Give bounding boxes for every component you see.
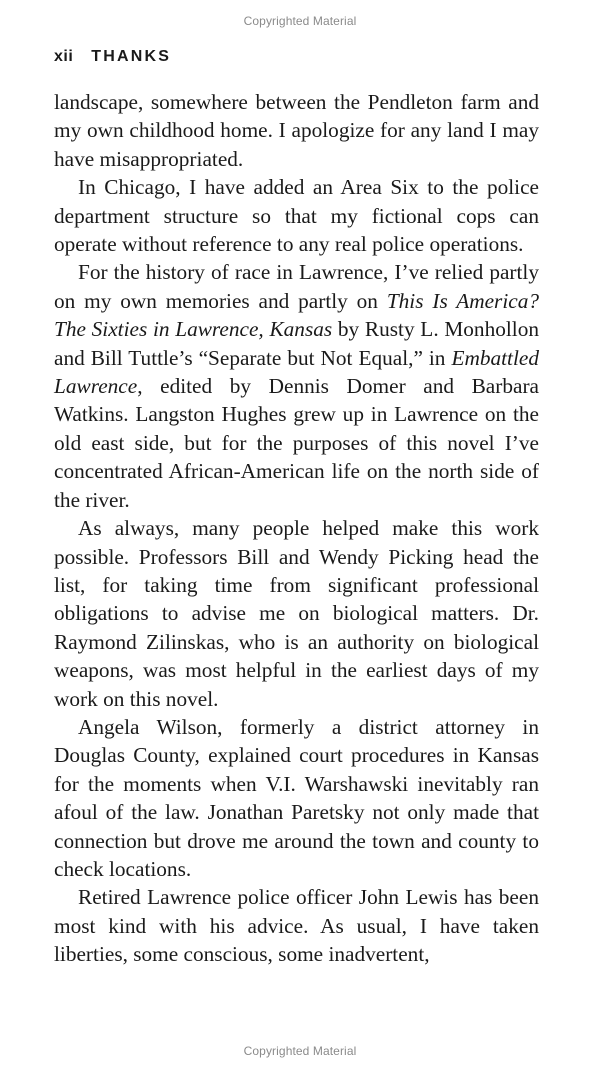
paragraph-4: As always, many people helped make this work possible. Professors Bill and Wendy Picking head the list, for taking time from significant professional obligations to advise me on biological matters. Dr. Raymond Zilinskas, who is an authority on biological weapons, was most helpful in the earliest days of my work on this novel. [54,516,539,711]
paragraph-3-text-a: For the history of race in Lawrence, I’ve relied partly on my own memories and partly on [54,260,539,313]
paragraph-5: Angela Wilson, formerly a district attorney in Douglas County, explained court procedures in Kansas for the moments when V.I. Warshawski inevitably ran afoul of the law. Jonathan Paretsky not only made that connection but drove me around the town and county to check locations. [54,714,539,881]
running-title: THANKS [91,48,172,65]
paragraph-1: landscape, somewhere between the Pendleton farm and my own childhood home. I apologize for any land I may have misappropriated. [54,90,539,171]
copyright-watermark-bottom: Copyrighted Material [243,1044,357,1058]
body-text [54,88,539,969]
copyright-watermark-top: Copyrighted Material [243,14,357,28]
paragraph-3 [54,258,539,514]
page-number: xii [54,48,74,65]
paragraph-3-text-c: by Rusty L. Monhollon and Bill Tuttle’s “Separate but Not Equal,” in [54,317,540,370]
paragraph-3-text-e: , edited by Dennis Domer and Barbara Watkins. Langston Hughes grew up in Lawrence on the old east side, but for the purposes of this novel I’ve concentrated African-American life on the north side of the river. [54,374,539,512]
book-title-this-is-america: This Is America? The Sixties in Lawrence, Kansas [54,288,539,342]
running-header [54,48,171,66]
paragraph-2: In Chicago, I have added an Area Six to the police department structure so that my fictional cops can operate without reference to any real police operations. [54,175,539,257]
book-title-embattled-lawrence: Embattled Lawrence [54,345,539,399]
paragraph-6: Retired Lawrence police officer John Lewis has been most kind with his advice. As usual, I have taken liberties, some conscious, some inadvertent, [54,885,539,967]
